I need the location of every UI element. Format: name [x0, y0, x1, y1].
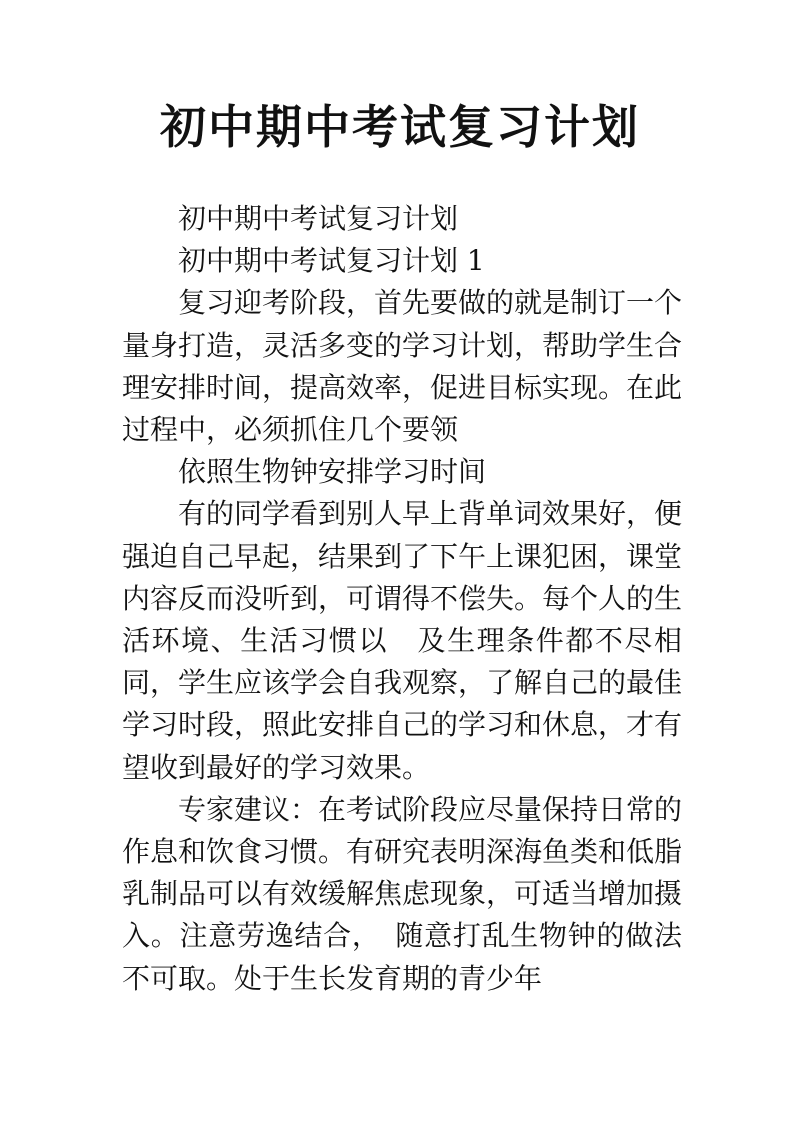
- paragraph-biological-clock: 有的同学看到别人早上背单词效果好，便强迫自己早起，结果到了下午上课犯困，课堂内容反而没听到，可谓得不偿失。每个人的生活环境、生活习惯以 及生理条件都不尽相同，学生应该学会自我观察，了解自己的最佳学习时段，照此安排自己的学习和休息，才有望收到最好的学习效果。: [122, 497, 683, 784]
- paragraph-expert-advice: 专家建议：在考试阶段应尽量保持日常的作息和饮食习惯。有研究表明深海鱼类和低脂乳制品可以有效缓解焦虑现象，可适当增加摄入。注意劳逸结合， 随意打乱生物钟的做法不可取。处于生长发育期的青少年: [122, 792, 683, 995]
- document-title: 初中期中考试复习计划: [160, 100, 640, 154]
- paragraph-intro: 复习迎考阶段，首先要做的就是制订一个量身打造，灵活多变的学习计划，帮助学生合理安排时间，提高效率，促进目标实现。在此过程中，必须抓住几个要领: [122, 286, 683, 447]
- paragraph-heading-1: 初中期中考试复习计划 1: [178, 244, 485, 278]
- paragraph-section-heading: 依照生物钟安排学习时间: [178, 455, 487, 489]
- document-body: [122, 198, 682, 1000]
- paragraph-subtitle: 初中期中考试复习计划: [178, 202, 459, 235]
